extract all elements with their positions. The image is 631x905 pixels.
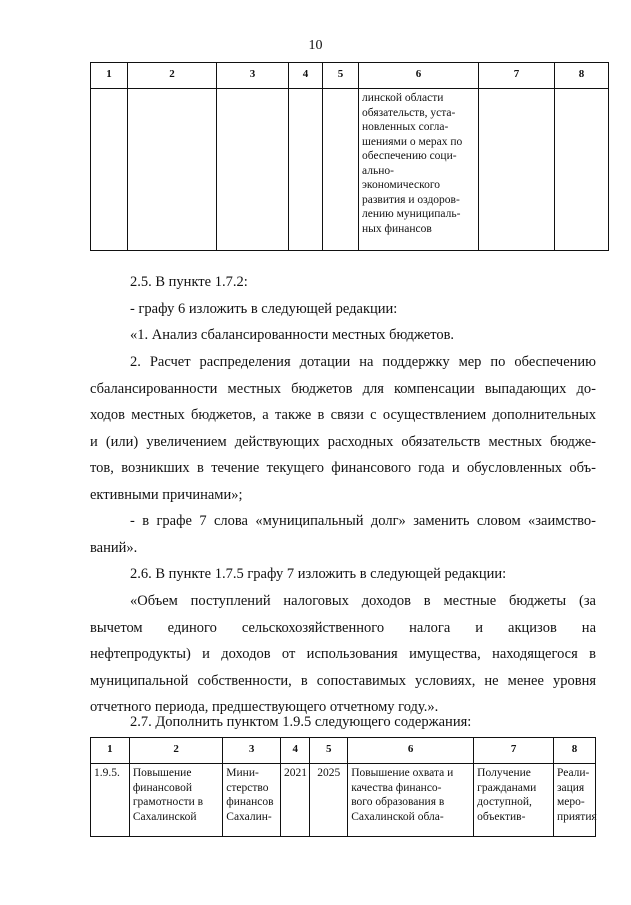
cell-line: новленных согла- <box>362 121 449 133</box>
cell-line: Повышение <box>132 767 192 779</box>
cell-line: обязательств, уста- <box>362 106 456 119</box>
text-line: - в графе 7 слова «муниципальный долг» заменить словом «заимство- <box>130 513 596 529</box>
cell-line: шениями о мерах по <box>362 135 463 148</box>
cell-col-8 <box>555 89 609 251</box>
paragraph-2-6: 2.6. В пункте 1.7.5 графу 7 изложить в следующей редакции: <box>130 566 507 582</box>
cell-col-1 <box>91 89 128 251</box>
cell-line: ально- <box>362 164 394 177</box>
cell-col-6 <box>359 89 479 251</box>
cell-line: качества финансо- <box>351 781 442 794</box>
paragraph-analysis: «1. Анализ сбалансированности местных бюджетов. <box>130 327 455 343</box>
cell-line: ных финансов <box>362 222 432 235</box>
cell-line: приятия <box>556 810 597 823</box>
cell-line: доступной, <box>477 796 532 808</box>
table-top <box>90 62 609 251</box>
cell-line: Сахалин- <box>226 810 272 823</box>
cell-col-7 <box>479 89 555 251</box>
text-line: сбалансированности местных бюджетов для компенсации выпадающих до- <box>90 380 596 397</box>
header-col-3: 3 <box>217 63 289 89</box>
page-number: 10 <box>308 38 323 53</box>
cell-line: Сахалинской обла- <box>351 810 444 823</box>
header-col-6: 6 <box>359 63 479 89</box>
cell-col-6 <box>348 764 474 837</box>
table-bottom <box>90 737 596 837</box>
text-line: и (или) увеличением действующих расходных обязательств местных бюдже- <box>90 433 596 450</box>
table-row <box>91 89 609 251</box>
cell-col-5: 2025 <box>310 764 348 837</box>
cell-line: Мини- <box>226 767 259 779</box>
paragraph-revenue-volume <box>90 588 596 721</box>
text-line: тов, возникших в течение текущего финансового года и обусловленных объ- <box>90 460 596 476</box>
header-col-5: 5 <box>310 738 348 764</box>
text-line: 2. Расчет распределения дотации на поддержку мер по обеспечению <box>130 354 596 370</box>
cell-col-3 <box>223 764 281 837</box>
header-col-4: 4 <box>289 63 323 89</box>
cell-col-5 <box>323 89 359 251</box>
paragraph-col7-edit <box>90 508 596 561</box>
cell-col-2 <box>129 764 222 837</box>
cell-col-4: 2021 <box>281 764 310 837</box>
header-col-8: 8 <box>553 738 595 764</box>
text-line: ективными причинами»; <box>90 486 243 503</box>
header-col-8: 8 <box>555 63 609 89</box>
header-col-7: 7 <box>479 63 555 89</box>
text-line: ваний». <box>90 539 138 556</box>
text-line: нефтепродукты) и доходов от использования имущества, находящегося в <box>90 646 596 662</box>
paragraph-subsidy-calc <box>90 349 596 508</box>
header-col-4: 4 <box>281 738 310 764</box>
cell-line: стерство <box>226 781 269 794</box>
cell-line: экономического <box>362 179 441 191</box>
cell-line: гражданами <box>477 781 537 794</box>
paragraph-2-7: 2.7. Дополнить пунктом 1.9.5 следующего содержания: <box>130 714 472 730</box>
cell-col-8 <box>553 764 595 837</box>
cell-line: Реали- <box>556 767 590 779</box>
cell-col-7 <box>474 764 554 837</box>
header-col-5: 5 <box>323 63 359 89</box>
paragraph-2-5: 2.5. В пункте 1.7.2: <box>130 274 248 290</box>
header-col-1: 1 <box>91 738 130 764</box>
text-line: отчетного периода, предшествующего отчетному году.». <box>90 699 439 715</box>
header-col-6: 6 <box>348 738 474 764</box>
cell-col-3 <box>217 89 289 251</box>
paragraph-col6-edit: - графу 6 изложить в следующей редакции: <box>130 301 398 317</box>
text-line: «Объем поступлений налоговых доходов в местные бюджеты (за <box>130 593 596 609</box>
header-col-2: 2 <box>128 63 217 89</box>
cell-line: Повышение охвата и <box>351 767 454 779</box>
cell-line: Получение <box>477 767 531 779</box>
header-col-2: 2 <box>129 738 222 764</box>
cell-line: вого образования в <box>351 796 445 808</box>
header-col-3: 3 <box>223 738 281 764</box>
cell-line: финансовой <box>132 781 192 794</box>
cell-col-4 <box>289 89 323 251</box>
cell-line: линской области <box>362 92 444 104</box>
cell-col-2 <box>128 89 217 251</box>
text-line: вычетом единого сельскохозяйственного налога и акцизов на <box>90 619 596 636</box>
table-row <box>91 764 596 837</box>
cell-line: развития и оздоров- <box>362 193 460 206</box>
cell-col-1: 1.9.5. <box>91 764 130 837</box>
header-col-1: 1 <box>91 63 128 89</box>
table-header-row <box>91 738 596 764</box>
header-col-7: 7 <box>474 738 554 764</box>
cell-line: финансов <box>226 796 274 808</box>
cell-line: меро- <box>556 796 585 808</box>
cell-line: объектив- <box>477 810 526 823</box>
cell-line: лению муниципаль- <box>362 208 461 220</box>
table-header-row <box>91 63 609 89</box>
cell-line: грамотности в <box>132 796 204 808</box>
cell-line: зация <box>556 781 585 794</box>
text-line: муниципальной собственности, в сопоставимых условиях, не менее уровня <box>90 672 596 689</box>
cell-line: обеспечению соци- <box>362 150 457 162</box>
cell-line: Сахалинской <box>132 810 197 823</box>
text-line: ходов местных бюджетов, а также в связи с осуществлением дополнительных <box>90 407 596 423</box>
